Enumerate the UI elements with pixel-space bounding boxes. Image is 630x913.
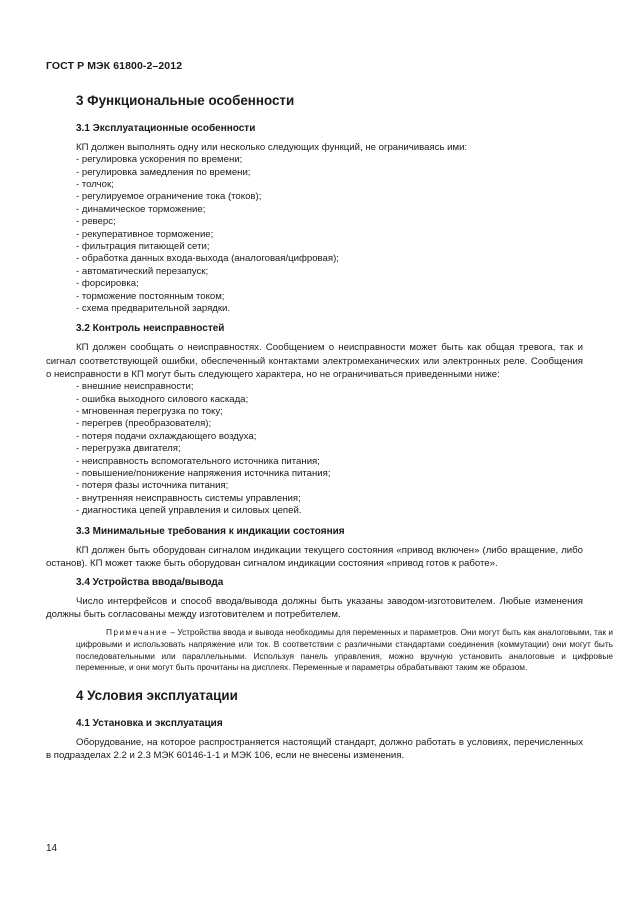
- subsection-4-1-title: 4.1 Установка и эксплуатация: [76, 717, 223, 729]
- subsection-3-4-paragraph: Число интерфейсов и способ ввода/вывода должны быть указаны заводом-изготовителем. Любые изменения должны быть согласованы между изготовителем и потребителем.: [46, 595, 583, 621]
- list-item: - реверс;: [76, 216, 116, 228]
- page-number: 14: [46, 843, 58, 854]
- note-label: Примечание: [106, 627, 169, 638]
- list-item: - потеря фазы источника питания;: [76, 480, 229, 492]
- subsection-4-1-paragraph: Оборудование, на которое распространяется настоящий стандарт, должно работать в условиях, перечисленных в подразделах 2.2 и 2.3 МЭК 60146-1-1 и МЭК 106, если не внесены изменения.: [46, 736, 583, 761]
- list-item: - схема предварительной зарядки.: [76, 303, 231, 315]
- subsection-3-3-title: 3.3 Минимальные требования к индикации состояния: [76, 525, 345, 537]
- subsection-3-2-paragraph: КП должен сообщать о неисправностях. Сообщением о неисправности может быть как общая тревога, так и сигнал соответствующей ошибки, обеспеченный контактами электромеханических или электронных реле. Сообщения о неисправности в КП могут быть следующего характера, но не ограничиваться приведенными ниже:: [46, 342, 583, 380]
- list-item: - мгновенная перегрузка по току;: [76, 405, 223, 417]
- subsection-3-4-title: 3.4 Устройства ввода/вывода: [76, 576, 224, 588]
- list-item: - регулируемое ограничение тока (токов);: [76, 191, 262, 203]
- list-item: - перегрузка двигателя;: [76, 443, 181, 455]
- subsection-3-1-title: 3.1 Эксплуатационные особенности: [76, 123, 256, 134]
- standard-header: ГОСТ Р МЭК 61800-2–2012: [46, 60, 183, 72]
- list-item: - автоматический перезапуск;: [76, 265, 209, 277]
- section-3-title: 3 Функциональные особенности: [76, 93, 295, 108]
- list-item: - диагностика цепей управления и силовых цепей.: [76, 505, 302, 517]
- page-content: [46, 93, 613, 762]
- section-4-title: 4 Условия эксплуатации: [76, 687, 238, 703]
- list-item: - регулировка замедления по времени;: [76, 166, 251, 178]
- note-text: – Устройства ввода и вывода необходимы для переменных и параметров. Они могут быть как аналоговыми, так и цифровыми и использовать напряжение или ток. В соответствии с различными стандартами соединения (коммутации) они могут быть последовательными или параллельными. Используя панель управления, можно вручную установить аналоговые и цифровые переменные, и они могут быть прочитаны на дисплеях. Переменные и параметры обрабатывают таким же образом.: [76, 627, 613, 673]
- list-item: - торможение постоянным током;: [76, 290, 225, 302]
- list-item: - форсировка;: [76, 278, 139, 290]
- list-item: - перегрев (преобразователя);: [76, 418, 212, 430]
- list-item: - повышение/понижение напряжения источника питания;: [76, 467, 331, 479]
- list-item: - внешние неисправности;: [76, 381, 194, 393]
- list-item: - неисправность вспомогательного источника питания;: [76, 455, 320, 467]
- functions-list: [76, 154, 583, 315]
- list-item: - толчок;: [76, 179, 114, 191]
- faults-list: [76, 381, 583, 517]
- subsection-3-1-intro: КП должен выполнять одну или несколько следующих функций, не ограничиваясь ими:: [76, 142, 468, 153]
- list-item: - динамическое торможение;: [76, 203, 206, 215]
- list-item: - ошибка выходного силового каскада;: [76, 393, 249, 405]
- list-item: - рекуперативное торможение;: [76, 228, 214, 240]
- subsection-3-4-note: [76, 627, 613, 673]
- subsection-3-2-title: 3.2 Контроль неисправностей: [76, 323, 225, 335]
- list-item: - потеря подачи охлаждающего воздуха;: [76, 430, 257, 442]
- list-item: - обработка данных входа-выхода (аналоговая/цифровая);: [76, 253, 339, 265]
- list-item: - регулировка ускорения по времени;: [76, 154, 243, 166]
- subsection-3-3-paragraph: КП должен быть оборудован сигналом индикации текущего состояния «привод включен» (либо вращение, либо останов). КП может также быть оборудован сигналом индикации состояния «привод готов к работе».: [46, 544, 583, 569]
- list-item: - фильтрация питающей сети;: [76, 241, 210, 253]
- list-item: - внутренняя неисправность системы управления;: [76, 492, 301, 504]
